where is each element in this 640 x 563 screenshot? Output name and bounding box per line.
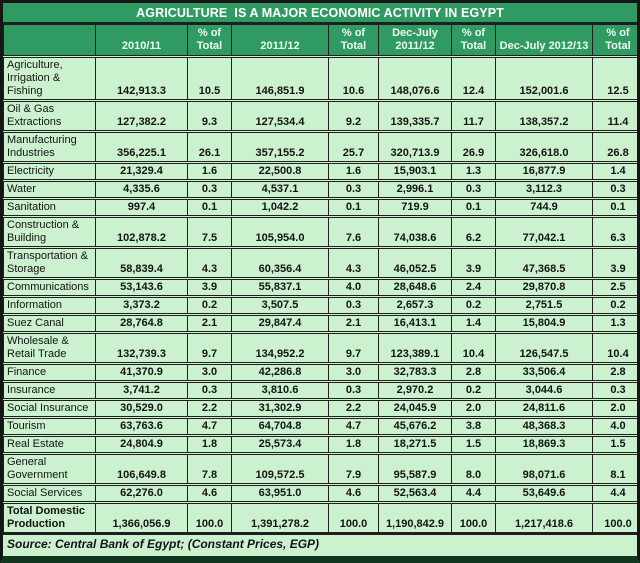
row-label: Information bbox=[4, 297, 96, 315]
value-cell: 146,851.9 bbox=[232, 57, 329, 101]
value-cell: 7.9 bbox=[329, 454, 379, 485]
value-cell: 9.3 bbox=[188, 101, 232, 132]
value-cell: 134,952.2 bbox=[232, 333, 329, 364]
value-cell: 0.1 bbox=[452, 199, 496, 217]
value-cell: 106,649.8 bbox=[96, 454, 188, 485]
source-note: Source: Central Bank of Egypt; (Constant Prices, EGP) bbox=[3, 533, 637, 555]
value-cell: 0.3 bbox=[329, 297, 379, 315]
corner-cell bbox=[4, 25, 96, 57]
value-cell: 3,810.6 bbox=[232, 382, 329, 400]
value-cell: 152,001.6 bbox=[496, 57, 593, 101]
value-cell: 357,155.2 bbox=[232, 132, 329, 163]
value-cell: 3,373.2 bbox=[96, 297, 188, 315]
value-cell: 63,951.0 bbox=[232, 485, 329, 503]
table-row bbox=[4, 333, 640, 364]
table-row bbox=[4, 279, 640, 297]
value-cell: 1.4 bbox=[452, 315, 496, 333]
value-cell: 0.3 bbox=[452, 181, 496, 199]
value-cell: 4.0 bbox=[593, 418, 640, 436]
value-cell: 148,076.6 bbox=[379, 57, 452, 101]
value-cell: 1,217,418.6 bbox=[496, 503, 593, 533]
value-cell: 1.8 bbox=[188, 436, 232, 454]
value-cell: 1,042.2 bbox=[232, 199, 329, 217]
row-label: Sanitation bbox=[4, 199, 96, 217]
value-cell: 12.4 bbox=[452, 57, 496, 101]
value-cell: 0.1 bbox=[593, 199, 640, 217]
value-cell: 356,225.1 bbox=[96, 132, 188, 163]
value-cell: 123,389.1 bbox=[379, 333, 452, 364]
table-row bbox=[4, 101, 640, 132]
value-cell: 1.8 bbox=[329, 436, 379, 454]
row-label: Transportation & Storage bbox=[4, 248, 96, 279]
value-cell: 3.9 bbox=[593, 248, 640, 279]
value-cell: 100.0 bbox=[188, 503, 232, 533]
value-cell: 15,804.9 bbox=[496, 315, 593, 333]
value-cell: 15,903.1 bbox=[379, 163, 452, 181]
value-cell: 26.9 bbox=[452, 132, 496, 163]
total-row bbox=[4, 503, 640, 533]
table-row bbox=[4, 199, 640, 217]
value-cell: 4.6 bbox=[188, 485, 232, 503]
value-cell: 100.0 bbox=[593, 503, 640, 533]
value-cell: 4.3 bbox=[188, 248, 232, 279]
value-cell: 33,506.4 bbox=[496, 364, 593, 382]
row-label: Social Insurance bbox=[4, 400, 96, 418]
value-cell: 1.6 bbox=[329, 163, 379, 181]
header-row bbox=[4, 25, 640, 57]
value-cell: 47,368.5 bbox=[496, 248, 593, 279]
value-cell: 3,112.3 bbox=[496, 181, 593, 199]
value-cell: 2,657.3 bbox=[379, 297, 452, 315]
value-cell: 0.3 bbox=[329, 181, 379, 199]
column-header: % of Total bbox=[188, 25, 232, 57]
value-cell: 3.0 bbox=[188, 364, 232, 382]
value-cell: 64,704.8 bbox=[232, 418, 329, 436]
value-cell: 2,996.1 bbox=[379, 181, 452, 199]
value-cell: 2.8 bbox=[593, 364, 640, 382]
value-cell: 0.3 bbox=[593, 382, 640, 400]
table-row bbox=[4, 400, 640, 418]
value-cell: 100.0 bbox=[329, 503, 379, 533]
table-row bbox=[4, 436, 640, 454]
value-cell: 22,500.8 bbox=[232, 163, 329, 181]
row-label: Social Services bbox=[4, 485, 96, 503]
value-cell: 55,837.1 bbox=[232, 279, 329, 297]
value-cell: 10.4 bbox=[452, 333, 496, 364]
row-label: Wholesale & Retail Trade bbox=[4, 333, 96, 364]
row-label: Communications bbox=[4, 279, 96, 297]
column-header: Dec-July 2012/13 bbox=[496, 25, 593, 57]
value-cell: 10.5 bbox=[188, 57, 232, 101]
value-cell: 1,391,278.2 bbox=[232, 503, 329, 533]
value-cell: 32,783.3 bbox=[379, 364, 452, 382]
value-cell: 29,870.8 bbox=[496, 279, 593, 297]
value-cell: 4.0 bbox=[329, 279, 379, 297]
value-cell: 2,751.5 bbox=[496, 297, 593, 315]
value-cell: 127,382.2 bbox=[96, 101, 188, 132]
value-cell: 2.1 bbox=[329, 315, 379, 333]
value-cell: 1.3 bbox=[452, 163, 496, 181]
value-cell: 1.5 bbox=[452, 436, 496, 454]
value-cell: 7.6 bbox=[329, 217, 379, 248]
value-cell: 2.5 bbox=[593, 279, 640, 297]
value-cell: 24,811.6 bbox=[496, 400, 593, 418]
value-cell: 98,071.6 bbox=[496, 454, 593, 485]
table-row bbox=[4, 132, 640, 163]
table-row bbox=[4, 297, 640, 315]
value-cell: 320,713.9 bbox=[379, 132, 452, 163]
row-label: Water bbox=[4, 181, 96, 199]
table-row bbox=[4, 217, 640, 248]
table-row bbox=[4, 418, 640, 436]
value-cell: 719.9 bbox=[379, 199, 452, 217]
value-cell: 1.4 bbox=[593, 163, 640, 181]
value-cell: 1,190,842.9 bbox=[379, 503, 452, 533]
value-cell: 12.5 bbox=[593, 57, 640, 101]
table-row bbox=[4, 163, 640, 181]
value-cell: 102,878.2 bbox=[96, 217, 188, 248]
table-title: AGRICULTURE IS A MAJOR ECONOMIC ACTIVITY IN EGYPT bbox=[3, 3, 637, 24]
value-cell: 744.9 bbox=[496, 199, 593, 217]
value-cell: 11.7 bbox=[452, 101, 496, 132]
value-cell: 0.3 bbox=[188, 382, 232, 400]
value-cell: 18,271.5 bbox=[379, 436, 452, 454]
value-cell: 4,537.1 bbox=[232, 181, 329, 199]
value-cell: 6.2 bbox=[452, 217, 496, 248]
row-label: General Government bbox=[4, 454, 96, 485]
value-cell: 29,847.4 bbox=[232, 315, 329, 333]
value-cell: 31,302.9 bbox=[232, 400, 329, 418]
value-cell: 7.5 bbox=[188, 217, 232, 248]
value-cell: 2.0 bbox=[452, 400, 496, 418]
row-label: Construction & Building bbox=[4, 217, 96, 248]
value-cell: 10.6 bbox=[329, 57, 379, 101]
value-cell: 326,618.0 bbox=[496, 132, 593, 163]
value-cell: 74,038.6 bbox=[379, 217, 452, 248]
table-row bbox=[4, 382, 640, 400]
value-cell: 11.4 bbox=[593, 101, 640, 132]
value-cell: 3,507.5 bbox=[232, 297, 329, 315]
value-cell: 30,529.0 bbox=[96, 400, 188, 418]
value-cell: 2,970.2 bbox=[379, 382, 452, 400]
value-cell: 26.1 bbox=[188, 132, 232, 163]
value-cell: 9.7 bbox=[329, 333, 379, 364]
value-cell: 1.5 bbox=[593, 436, 640, 454]
table-row bbox=[4, 364, 640, 382]
value-cell: 109,572.5 bbox=[232, 454, 329, 485]
table-body bbox=[4, 57, 640, 533]
value-cell: 24,804.9 bbox=[96, 436, 188, 454]
value-cell: 53,649.6 bbox=[496, 485, 593, 503]
value-cell: 2.8 bbox=[452, 364, 496, 382]
value-cell: 16,877.9 bbox=[496, 163, 593, 181]
value-cell: 28,648.6 bbox=[379, 279, 452, 297]
column-header: 2010/11 bbox=[96, 25, 188, 57]
value-cell: 0.1 bbox=[188, 199, 232, 217]
value-cell: 9.2 bbox=[329, 101, 379, 132]
table-row bbox=[4, 248, 640, 279]
value-cell: 45,676.2 bbox=[379, 418, 452, 436]
value-cell: 62,276.0 bbox=[96, 485, 188, 503]
value-cell: 18,869.3 bbox=[496, 436, 593, 454]
value-cell: 4.7 bbox=[188, 418, 232, 436]
value-cell: 53,143.6 bbox=[96, 279, 188, 297]
row-label: Real Estate bbox=[4, 436, 96, 454]
row-label: Oil & Gas Extractions bbox=[4, 101, 96, 132]
column-header: % of Total bbox=[329, 25, 379, 57]
value-cell: 0.2 bbox=[452, 382, 496, 400]
value-cell: 24,045.9 bbox=[379, 400, 452, 418]
table-row bbox=[4, 485, 640, 503]
value-cell: 0.2 bbox=[593, 297, 640, 315]
value-cell: 2.2 bbox=[188, 400, 232, 418]
value-cell: 58,839.4 bbox=[96, 248, 188, 279]
value-cell: 4.7 bbox=[329, 418, 379, 436]
value-cell: 48,368.3 bbox=[496, 418, 593, 436]
row-label: Total Domestic Production bbox=[4, 503, 96, 533]
value-cell: 52,563.4 bbox=[379, 485, 452, 503]
value-cell: 0.2 bbox=[452, 297, 496, 315]
value-cell: 0.2 bbox=[188, 297, 232, 315]
column-header: Dec-July 2011/12 bbox=[379, 25, 452, 57]
value-cell: 77,042.1 bbox=[496, 217, 593, 248]
value-cell: 26.8 bbox=[593, 132, 640, 163]
value-cell: 2.4 bbox=[452, 279, 496, 297]
value-cell: 3.8 bbox=[452, 418, 496, 436]
row-label: Agriculture, Irrigation & Fishing bbox=[4, 57, 96, 101]
value-cell: 42,286.8 bbox=[232, 364, 329, 382]
column-header: 2011/12 bbox=[232, 25, 329, 57]
value-cell: 3.9 bbox=[452, 248, 496, 279]
value-cell: 1.6 bbox=[188, 163, 232, 181]
row-label: Insurance bbox=[4, 382, 96, 400]
value-cell: 1,366,056.9 bbox=[96, 503, 188, 533]
value-cell: 10.4 bbox=[593, 333, 640, 364]
value-cell: 1.3 bbox=[593, 315, 640, 333]
value-cell: 3.0 bbox=[329, 364, 379, 382]
value-cell: 139,335.7 bbox=[379, 101, 452, 132]
value-cell: 0.3 bbox=[593, 181, 640, 199]
value-cell: 3.9 bbox=[188, 279, 232, 297]
value-cell: 3,741.2 bbox=[96, 382, 188, 400]
value-cell: 63,763.6 bbox=[96, 418, 188, 436]
row-label: Electricity bbox=[4, 163, 96, 181]
row-label: Suez Canal bbox=[4, 315, 96, 333]
value-cell: 0.3 bbox=[188, 181, 232, 199]
row-label: Finance bbox=[4, 364, 96, 382]
row-label: Tourism bbox=[4, 418, 96, 436]
table-row bbox=[4, 181, 640, 199]
table-row bbox=[4, 454, 640, 485]
value-cell: 100.0 bbox=[452, 503, 496, 533]
table-row bbox=[4, 57, 640, 101]
value-cell: 997.4 bbox=[96, 199, 188, 217]
value-cell: 4.3 bbox=[329, 248, 379, 279]
value-cell: 46,052.5 bbox=[379, 248, 452, 279]
value-cell: 2.2 bbox=[329, 400, 379, 418]
value-cell: 4,335.6 bbox=[96, 181, 188, 199]
value-cell: 7.8 bbox=[188, 454, 232, 485]
value-cell: 25,573.4 bbox=[232, 436, 329, 454]
value-cell: 28,764.8 bbox=[96, 315, 188, 333]
value-cell: 142,913.3 bbox=[96, 57, 188, 101]
value-cell: 8.0 bbox=[452, 454, 496, 485]
value-cell: 2.1 bbox=[188, 315, 232, 333]
value-cell: 95,587.9 bbox=[379, 454, 452, 485]
value-cell: 126,547.5 bbox=[496, 333, 593, 364]
value-cell: 3,044.6 bbox=[496, 382, 593, 400]
value-cell: 105,954.0 bbox=[232, 217, 329, 248]
value-cell: 132,739.3 bbox=[96, 333, 188, 364]
value-cell: 138,357.2 bbox=[496, 101, 593, 132]
row-label: Manufacturing Industries bbox=[4, 132, 96, 163]
value-cell: 4.4 bbox=[593, 485, 640, 503]
value-cell: 2.0 bbox=[593, 400, 640, 418]
value-cell: 16,413.1 bbox=[379, 315, 452, 333]
value-cell: 127,534.4 bbox=[232, 101, 329, 132]
value-cell: 21,329.4 bbox=[96, 163, 188, 181]
value-cell: 0.1 bbox=[329, 199, 379, 217]
value-cell: 8.1 bbox=[593, 454, 640, 485]
value-cell: 9.7 bbox=[188, 333, 232, 364]
data-table bbox=[3, 24, 640, 533]
value-cell: 41,370.9 bbox=[96, 364, 188, 382]
value-cell: 0.3 bbox=[329, 382, 379, 400]
value-cell: 4.4 bbox=[452, 485, 496, 503]
value-cell: 4.6 bbox=[329, 485, 379, 503]
table-row bbox=[4, 315, 640, 333]
value-cell: 60,356.4 bbox=[232, 248, 329, 279]
column-header: % of Total bbox=[452, 25, 496, 57]
column-header: % of Total bbox=[593, 25, 640, 57]
value-cell: 6.3 bbox=[593, 217, 640, 248]
value-cell: 25.7 bbox=[329, 132, 379, 163]
